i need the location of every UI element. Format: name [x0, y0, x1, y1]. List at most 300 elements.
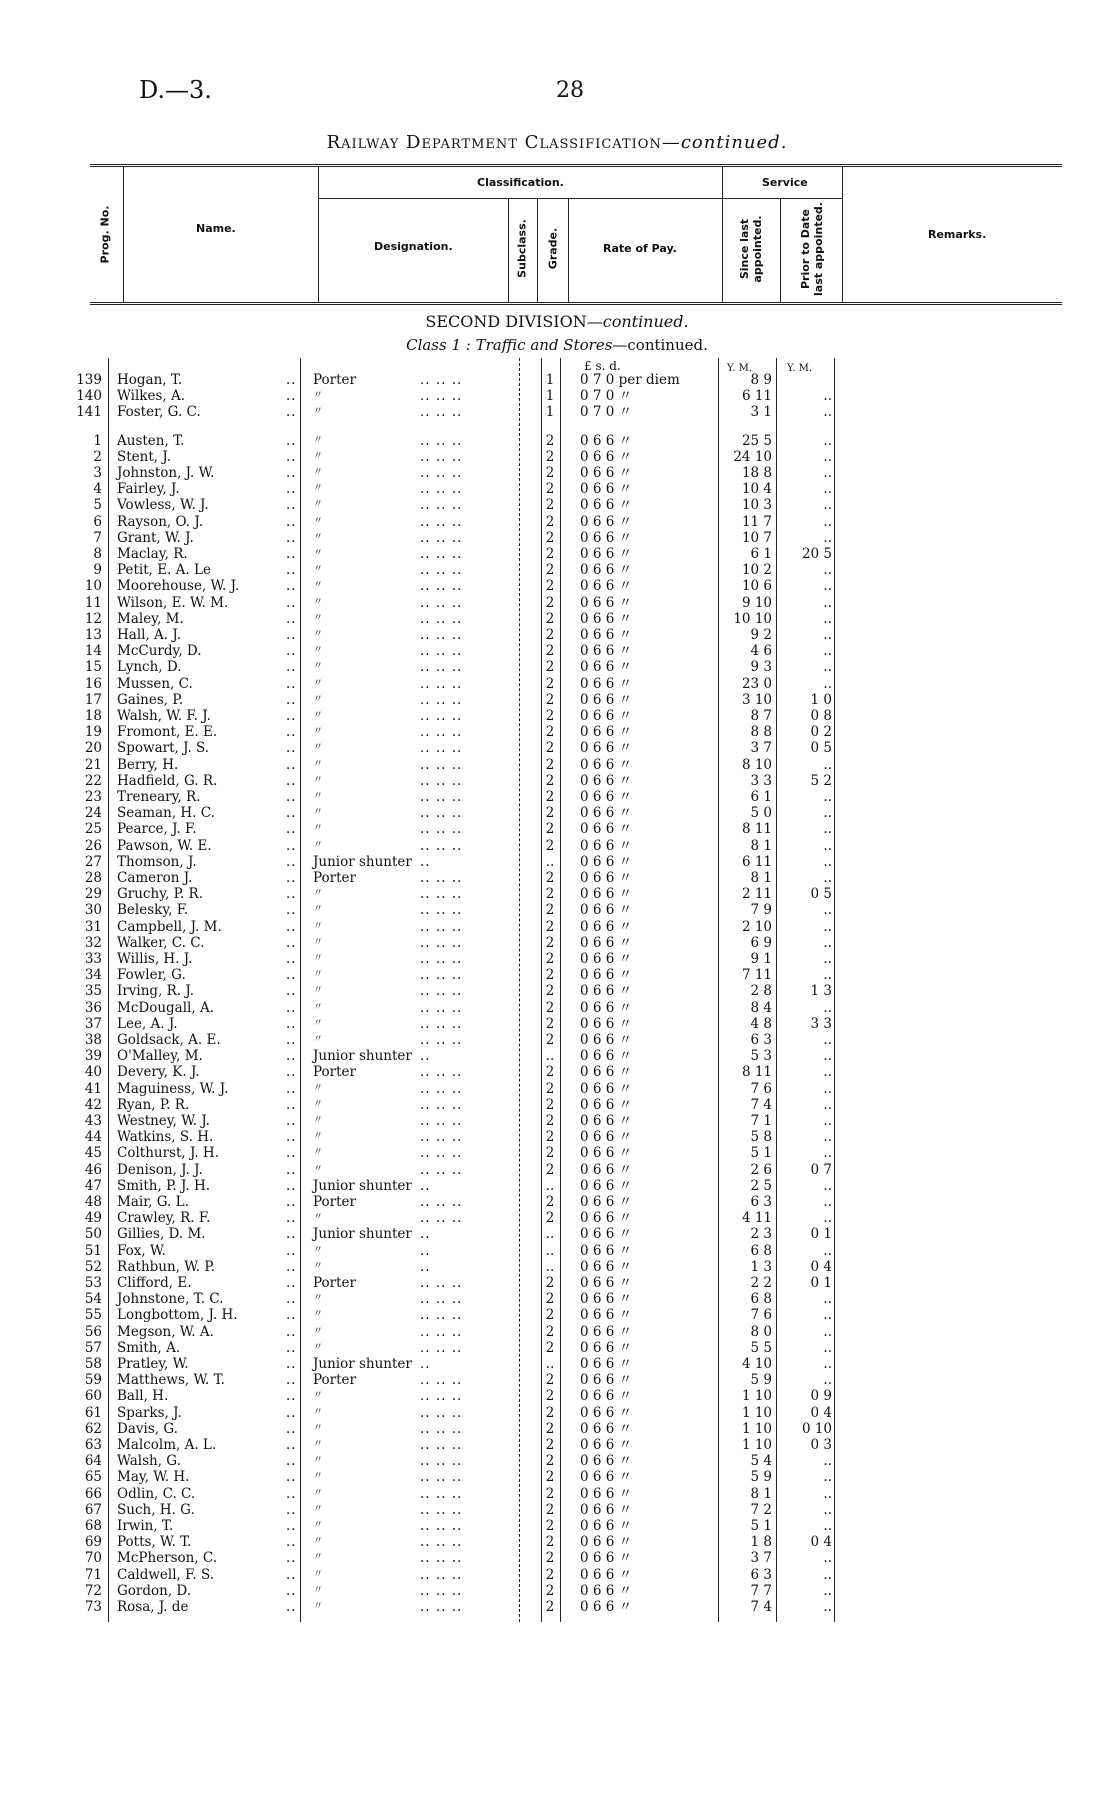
designation: 〃: [313, 823, 323, 835]
grade: ..: [545, 1258, 555, 1275]
rate-of-pay: 0 6 6 〃: [580, 1015, 633, 1032]
leader-dots: ..: [286, 999, 297, 1016]
prog-no: 40: [84, 1064, 102, 1081]
table-row: [0, 1583, 1114, 1599]
leader-dots: .. .. ..: [420, 870, 463, 886]
leader-dots: ..: [286, 967, 297, 984]
table-row: [0, 388, 1114, 404]
since-last-appointed: 6 9: [750, 934, 772, 951]
table-row: [0, 578, 1114, 594]
rate-of-pay: 0 6 6 〃: [580, 756, 633, 773]
since-last-appointed: 10 7: [741, 529, 772, 546]
class-label: Class 1 :: [406, 336, 471, 354]
table-row: [0, 1000, 1114, 1016]
since-last-appointed: 10 3: [741, 497, 772, 514]
staff-name: McPherson, C.: [117, 1550, 218, 1567]
prog-no: 5: [93, 497, 102, 514]
prog-no: 33: [84, 951, 102, 967]
rate-of-pay: 0 6 6 〃: [580, 886, 633, 903]
leader-dots: ..: [286, 675, 297, 692]
leader-dots: ..: [286, 1437, 297, 1453]
designation: 〃: [313, 1520, 323, 1531]
since-last-appointed: 5 4: [750, 1453, 772, 1470]
staff-name: Willis, H. J.: [117, 951, 193, 967]
leader-dots: .. .. ..: [420, 1501, 463, 1518]
grade: 2: [545, 1485, 555, 1502]
rate-of-pay: 0 6 6 〃: [580, 934, 633, 951]
rate-of-pay: 0 6 6 〃: [580, 610, 633, 627]
prior-to-date: 0 4: [810, 1258, 832, 1275]
staff-name: Rathbun, W. P.: [117, 1258, 215, 1275]
table-row: [0, 676, 1114, 692]
leader-dots: ..: [286, 481, 297, 498]
staff-name: Megson, W. A.: [117, 1323, 214, 1340]
designation: 〃: [313, 483, 323, 495]
rate-of-pay: 0 6 6 〃: [580, 837, 633, 854]
leader-dots: .. .. ..: [420, 1485, 463, 1502]
prog-no: 140: [76, 388, 102, 405]
leader-dots: .. .. ..: [420, 1339, 463, 1356]
leader-dots: .. .. ..: [420, 1420, 463, 1437]
prog-no: 57: [84, 1339, 102, 1356]
header-top-rule: [90, 164, 1062, 165]
designation: 〃: [313, 904, 323, 916]
staff-name: May, W. H.: [117, 1469, 190, 1486]
prior-to-date: ..: [823, 388, 832, 405]
grade: 2: [545, 983, 555, 1000]
grade: 2: [545, 1437, 555, 1453]
prog-no: 31: [84, 918, 102, 935]
table-row: [0, 1502, 1114, 1518]
designation: 〃: [313, 1552, 323, 1564]
prior-to-date: ..: [823, 1291, 832, 1308]
grade: 2: [545, 951, 555, 967]
staff-name: Irwin, T.: [117, 1518, 174, 1534]
prior-units: Y. M.: [787, 363, 813, 374]
leader-dots: ..: [286, 1096, 297, 1113]
grade: 2: [545, 1582, 555, 1599]
grade: 2: [545, 1566, 555, 1583]
prior-to-date: 0 3: [810, 1437, 832, 1453]
staff-name: Maclay, R.: [117, 546, 188, 562]
since-last-appointed: 6 1: [750, 789, 772, 805]
grade: 2: [545, 772, 555, 789]
table-row: [0, 789, 1114, 805]
prior-to-date: ..: [823, 432, 832, 449]
rate-of-pay: 0 6 6 〃: [580, 1501, 633, 1518]
prog-no: 47: [84, 1177, 102, 1194]
rate-of-pay: 0 6 6 〃: [580, 1485, 633, 1502]
since-last-appointed: 5 1: [750, 1145, 772, 1162]
rate-of-pay: 0 6 6 〃: [580, 497, 633, 514]
since-last-appointed: 6 3: [750, 1566, 772, 1583]
prog-no: 53: [84, 1275, 102, 1291]
leader-dots: ..: [286, 1048, 297, 1065]
staff-name: Hadfield, G. R.: [117, 772, 218, 789]
staff-name: Colthurst, J. H.: [117, 1145, 219, 1162]
grade: 2: [545, 1599, 555, 1615]
designation: 〃: [313, 1001, 323, 1013]
designation: 〃: [313, 888, 323, 900]
col-since-last: Since last appointed.: [738, 215, 764, 283]
rate-of-pay: 0 6 6 〃: [580, 1388, 633, 1405]
rate-of-pay: 0 6 6 〃: [580, 1161, 633, 1178]
table-row: [0, 935, 1114, 951]
rate-of-pay: 0 6 6 〃: [580, 513, 633, 530]
designation: 〃: [313, 629, 323, 640]
designation: 〃: [313, 791, 323, 802]
leader-dots: ..: [286, 1275, 297, 1291]
prog-no: 67: [84, 1501, 102, 1518]
leader-dots: .. .. ..: [420, 1453, 463, 1470]
table-row: [0, 740, 1114, 756]
col-grade: Grade.: [546, 227, 560, 270]
prior-to-date: ..: [823, 594, 832, 611]
col-prior-to-date: Prior to Date last appointed.: [799, 202, 825, 296]
prog-no: 45: [84, 1145, 102, 1162]
leader-dots: .. .. ..: [420, 1129, 463, 1146]
header-bottom-rule: [90, 302, 1062, 303]
prog-no: 56: [84, 1323, 102, 1340]
rate-of-pay: 0 6 6 〃: [580, 1145, 633, 1162]
leader-dots: .. .. ..: [420, 1194, 463, 1210]
rate-of-pay: 0 6 6 〃: [580, 902, 633, 919]
grade: 2: [545, 756, 555, 773]
leader-dots: ..: [286, 432, 297, 449]
grade: 2: [545, 1064, 555, 1081]
designation: Porter: [313, 372, 356, 388]
rate-of-pay: 0 6 6 〃: [580, 1242, 633, 1259]
since-last-appointed: 8 0: [750, 1323, 772, 1340]
table-row: [0, 1453, 1114, 1469]
designation: Porter: [313, 1194, 356, 1210]
rate-of-pay: 0 6 6 〃: [580, 627, 633, 643]
leader-dots: .. .. ..: [420, 983, 463, 1000]
staff-name: Odlin, C. C.: [117, 1485, 196, 1502]
prog-no: 21: [84, 756, 102, 773]
leader-dots: .. .. ..: [420, 1469, 463, 1486]
table-row: [0, 1048, 1114, 1064]
table-row: [0, 1016, 1114, 1032]
since-last-appointed: 1 10: [741, 1437, 772, 1453]
leader-dots: .. .. ..: [420, 404, 463, 421]
grade: 2: [545, 513, 555, 530]
grade: 2: [545, 1550, 555, 1567]
leader-dots: ..: [420, 1226, 431, 1243]
leader-dots: ..: [286, 934, 297, 951]
staff-name: Treneary, R.: [117, 789, 201, 805]
leader-dots: ..: [286, 610, 297, 627]
rate-of-pay: 0 6 6 〃: [580, 1032, 633, 1048]
staff-name: Foster, G. C.: [117, 404, 201, 421]
designation: 〃: [313, 1098, 323, 1110]
prog-no: 59: [84, 1372, 102, 1389]
prior-to-date: ..: [823, 627, 832, 643]
prog-no: 28: [84, 870, 102, 886]
grade: 2: [545, 1161, 555, 1178]
prog-no: 20: [84, 740, 102, 757]
since-last-appointed: 3 7: [750, 1550, 772, 1567]
grade: 2: [545, 821, 555, 838]
designation: 〃: [313, 515, 323, 527]
grade: 2: [545, 934, 555, 951]
leader-dots: ..: [420, 1242, 431, 1259]
rate-of-pay: 0 6 6 〃: [580, 1210, 633, 1227]
grade: 2: [545, 1291, 555, 1308]
leader-dots: ..: [286, 1307, 297, 1324]
grade: 2: [545, 1145, 555, 1162]
rate-of-pay: 0 6 6 〃: [580, 1437, 633, 1453]
table-row: [0, 433, 1114, 449]
leader-dots: ..: [420, 1356, 431, 1372]
since-last-appointed: 7 4: [750, 1599, 772, 1615]
prog-no: 2: [93, 448, 102, 465]
leader-dots: ..: [286, 789, 297, 805]
staff-name: Irving, R. J.: [117, 983, 195, 1000]
since-last-appointed: 6 8: [750, 1242, 772, 1259]
grade: 2: [545, 886, 555, 903]
staff-name: Johnston, J. W.: [117, 465, 215, 481]
grade: ..: [545, 1226, 555, 1243]
since-last-appointed: 2 5: [750, 1177, 772, 1194]
leader-dots: ..: [286, 1518, 297, 1534]
designation: Junior shunter: [313, 1226, 412, 1243]
col-name: Name.: [196, 222, 236, 235]
leader-dots: ..: [286, 1388, 297, 1405]
title-continued: —continued.: [661, 132, 788, 153]
grade: 2: [545, 1339, 555, 1356]
leader-dots: ..: [286, 1372, 297, 1389]
since-last-appointed: 7 7: [750, 1582, 772, 1599]
leader-dots: ..: [286, 870, 297, 886]
prog-no: 69: [84, 1534, 102, 1551]
class-name: Traffic and Stores: [475, 336, 613, 354]
designation: Junior shunter: [313, 853, 412, 870]
prior-to-date: ..: [823, 1307, 832, 1324]
prior-to-date: ..: [823, 448, 832, 465]
table-row: [0, 595, 1114, 611]
prior-to-date: ..: [823, 643, 832, 660]
prog-no: 25: [84, 821, 102, 838]
prog-no: 7: [93, 529, 102, 546]
designation: 〃: [313, 1471, 323, 1483]
prior-to-date: 0 4: [810, 1404, 832, 1421]
grade: ..: [545, 1048, 555, 1065]
prior-to-date: ..: [823, 1129, 832, 1146]
leader-dots: ..: [286, 388, 297, 405]
table-row: [0, 530, 1114, 546]
rate-of-pay: 0 6 6 〃: [580, 724, 633, 741]
prog-no: 73: [84, 1599, 102, 1615]
prog-no: 27: [84, 853, 102, 870]
staff-name: Walker, C. C.: [117, 934, 205, 951]
header-divider: [123, 166, 124, 302]
leader-dots: ..: [286, 1599, 297, 1615]
designation: 〃: [313, 645, 323, 657]
designation: 〃: [313, 920, 323, 932]
table-row: [0, 757, 1114, 773]
since-last-appointed: 3 7: [750, 740, 772, 757]
designation: 〃: [313, 807, 323, 819]
grade: 2: [545, 918, 555, 935]
grade: 2: [545, 1453, 555, 1470]
designation: 〃: [313, 1034, 323, 1045]
since-last-appointed: 1 8: [750, 1534, 772, 1551]
since-last-appointed: 6 11: [741, 388, 772, 405]
rate-of-pay: 0 6 6 〃: [580, 1064, 633, 1081]
since-last-appointed: 2 2: [750, 1275, 772, 1291]
grade: 2: [545, 562, 555, 579]
prog-no: 36: [84, 999, 102, 1016]
grade: 2: [545, 708, 555, 724]
since-last-appointed: 10 10: [733, 610, 772, 627]
staff-name: O'Malley, M.: [117, 1048, 203, 1065]
col-remarks: Remarks.: [928, 228, 987, 241]
leader-dots: ..: [286, 1501, 297, 1518]
designation: 〃: [313, 1601, 323, 1612]
leader-dots: .. .. ..: [420, 902, 463, 919]
designation: 〃: [313, 1115, 323, 1126]
prog-no: 51: [84, 1242, 102, 1259]
prog-no: 34: [84, 967, 102, 984]
table-row: [0, 1226, 1114, 1242]
leader-dots: ..: [286, 578, 297, 595]
leader-dots: .. .. ..: [420, 562, 463, 579]
rate-of-pay: 0 6 6 〃: [580, 546, 633, 562]
designation: 〃: [313, 1309, 323, 1321]
leader-dots: .. .. ..: [420, 432, 463, 449]
staff-name: Mair, G. L.: [117, 1194, 189, 1210]
grade: 2: [545, 1015, 555, 1032]
since-last-appointed: 1 10: [741, 1404, 772, 1421]
table-row: [0, 821, 1114, 837]
leader-dots: .. .. ..: [420, 388, 463, 405]
designation: 〃: [313, 450, 323, 462]
prog-no: 37: [84, 1015, 102, 1032]
staff-name: Malcolm, A. L.: [117, 1437, 217, 1453]
since-last-appointed: 8 11: [741, 821, 772, 838]
rate-of-pay: 0 6 6 〃: [580, 1291, 633, 1308]
table-row: [0, 1097, 1114, 1113]
staff-name: Pearce, J. F.: [117, 821, 197, 838]
designation: 〃: [313, 580, 323, 592]
prior-to-date: ..: [823, 1501, 832, 1518]
grade: 2: [545, 1469, 555, 1486]
prior-to-date: ..: [823, 1064, 832, 1081]
staff-name: Clifford, E.: [117, 1275, 192, 1291]
leader-dots: ..: [286, 1566, 297, 1583]
prog-no: 71: [84, 1566, 102, 1583]
prog-no: 54: [84, 1291, 102, 1308]
leader-dots: ..: [286, 983, 297, 1000]
table-row: [0, 1372, 1114, 1388]
prog-no: 6: [93, 513, 102, 530]
table-row: [0, 902, 1114, 918]
prior-to-date: ..: [823, 1145, 832, 1162]
staff-name: Such, H. G.: [117, 1501, 195, 1518]
rate-of-pay: 0 6 6 〃: [580, 1323, 633, 1340]
rate-of-pay: 0 6 6 〃: [580, 853, 633, 870]
staff-name: Johnstone, T. C.: [117, 1291, 224, 1308]
grade: 2: [545, 870, 555, 886]
rate-of-pay: 0 6 6 〃: [580, 1599, 633, 1615]
leader-dots: ..: [286, 562, 297, 579]
leader-dots: ..: [286, 594, 297, 611]
since-last-appointed: 5 5: [750, 1339, 772, 1356]
prior-to-date: ..: [823, 1242, 832, 1259]
division-continued: —continued.: [586, 312, 689, 331]
table-row: [0, 1307, 1114, 1323]
grade: ..: [545, 853, 555, 870]
since-last-appointed: 3 1: [750, 404, 772, 421]
header-divider: [537, 198, 538, 302]
since-last-appointed: 2 11: [741, 886, 772, 903]
leader-dots: .. .. ..: [420, 805, 463, 822]
leader-dots: ..: [286, 1291, 297, 1308]
prog-no: 15: [84, 659, 102, 676]
designation: 〃: [313, 434, 323, 446]
prior-to-date: ..: [823, 1194, 832, 1210]
designation: 〃: [313, 1293, 323, 1305]
designation: Junior shunter: [313, 1177, 412, 1194]
staff-name: Walsh, W. F. J.: [117, 708, 211, 724]
prior-to-date: ..: [823, 999, 832, 1016]
page-title: [0, 132, 1114, 153]
designation: 〃: [313, 1568, 323, 1580]
staff-name: Spowart, J. S.: [117, 740, 210, 757]
leader-dots: ..: [286, 1226, 297, 1243]
prog-no: 8: [93, 546, 102, 562]
prior-to-date: ..: [823, 562, 832, 579]
leader-dots: .. .. ..: [420, 1307, 463, 1324]
grade: 2: [545, 627, 555, 643]
prior-to-date: ..: [823, 951, 832, 967]
prior-to-date: ..: [823, 789, 832, 805]
since-last-appointed: 7 6: [750, 1307, 772, 1324]
table-row: [0, 1534, 1114, 1550]
rate-of-pay: 0 6 6 〃: [580, 1226, 633, 1243]
rate-of-pay: 0 6 6 〃: [580, 691, 633, 708]
staff-name: Smith, P. J. H.: [117, 1177, 211, 1194]
leader-dots: .. .. ..: [420, 724, 463, 741]
table-row: [0, 404, 1114, 420]
prog-no: 68: [84, 1518, 102, 1534]
grade: 2: [545, 1323, 555, 1340]
table-row: [0, 919, 1114, 935]
header-top-rule-double: [90, 166, 1062, 167]
leader-dots: ..: [286, 529, 297, 546]
leader-dots: .. .. ..: [420, 951, 463, 967]
leader-dots: ..: [286, 1339, 297, 1356]
leader-dots: .. .. ..: [420, 529, 463, 546]
prior-to-date: ..: [823, 1339, 832, 1356]
staff-name: Pratley, W.: [117, 1356, 189, 1372]
designation: 〃: [313, 1487, 323, 1499]
rate-of-pay: 0 6 6 〃: [580, 1582, 633, 1599]
since-last-appointed: 10 4: [741, 481, 772, 498]
leader-dots: ..: [286, 1161, 297, 1178]
designation: 〃: [313, 1455, 323, 1467]
leader-dots: .. .. ..: [420, 740, 463, 757]
table-row: [0, 708, 1114, 724]
leader-dots: ..: [286, 546, 297, 562]
table-row: [0, 1486, 1114, 1502]
staff-name: Cameron J.: [117, 870, 193, 886]
grade: 1: [545, 388, 555, 405]
prior-to-date: ..: [823, 1550, 832, 1567]
grade: 2: [545, 578, 555, 595]
leader-dots: .. .. ..: [420, 1437, 463, 1453]
